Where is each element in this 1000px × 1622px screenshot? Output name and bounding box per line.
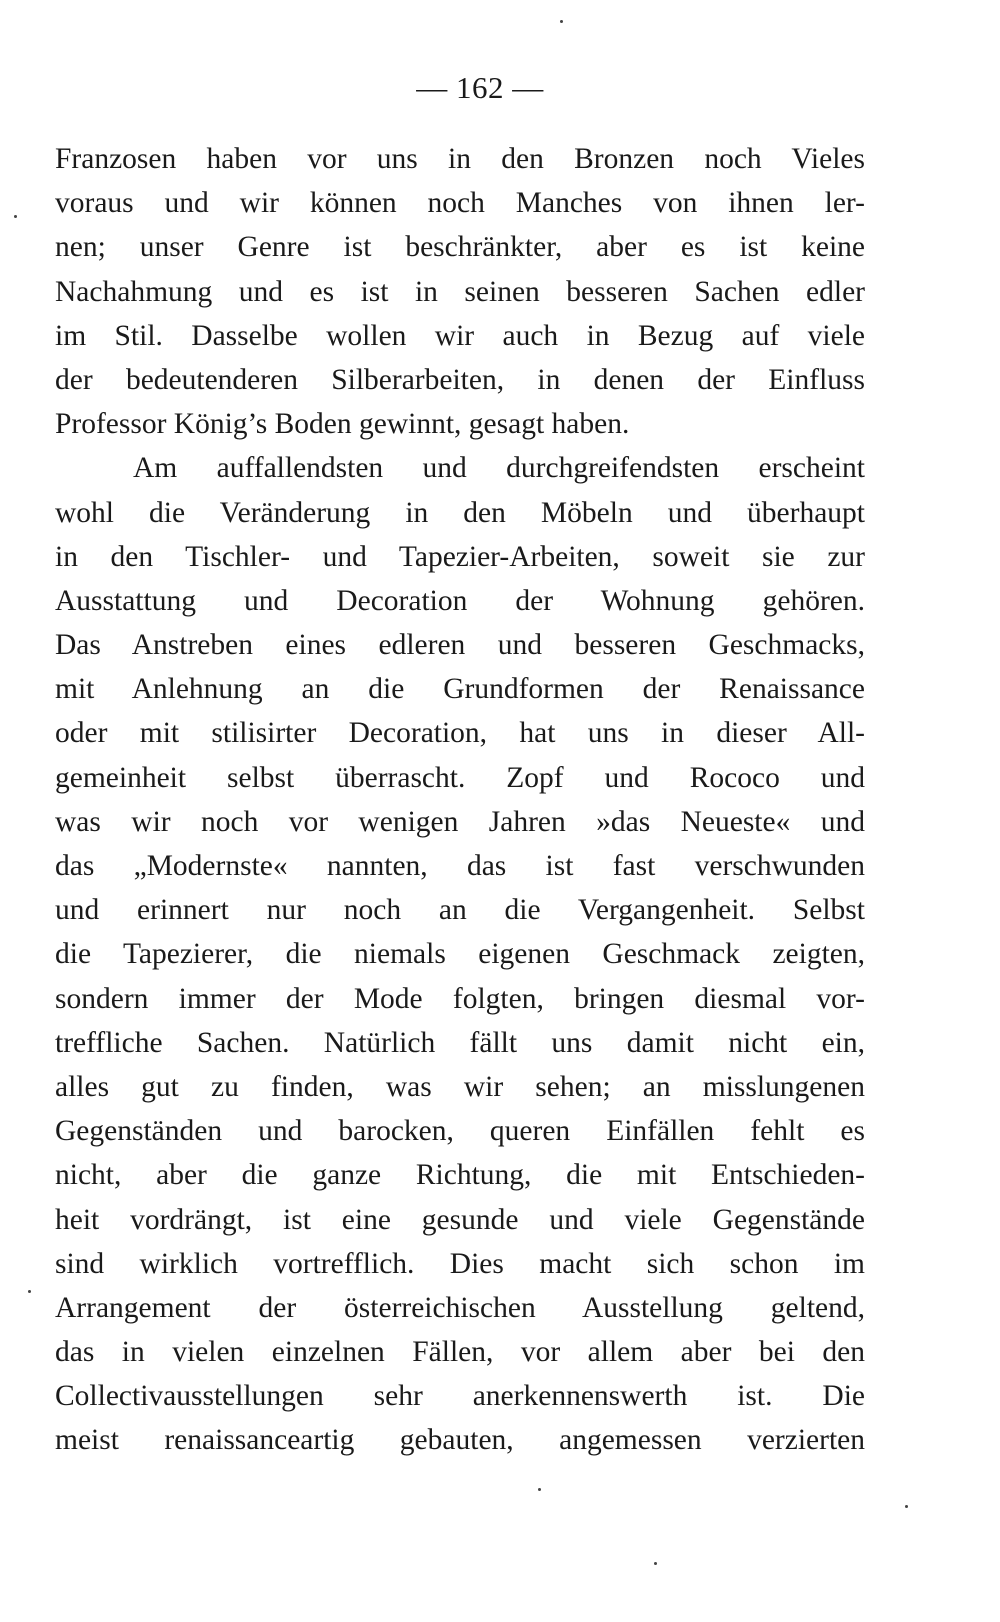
text-line: nicht, aber die ganze Richtung, die mit Entschieden- [55, 1159, 865, 1192]
text-line: Nachahmung und es ist in seinen besseren Sachen edler [55, 275, 865, 308]
paragraph-start-line: Am auffallendsten und durchgreifendsten erscheint [133, 452, 865, 485]
scan-speck [14, 215, 17, 218]
text-line: Arrangement der österreichischen Ausstellung geltend, [55, 1291, 865, 1324]
text-line: voraus und wir können noch Manches von ihnen ler- [55, 187, 865, 220]
text-line: nen; unser Genre ist beschränkter, aber es ist keine [55, 231, 865, 264]
text-line: treffliche Sachen. Natürlich fällt uns damit nicht ein, [55, 1026, 865, 1059]
scan-speck [654, 1562, 657, 1565]
text-line: sondern immer der Mode folgten, bringen diesmal vor- [55, 982, 865, 1015]
text-line: Das Anstreben eines edleren und besseren Geschmacks, [55, 629, 865, 662]
text-line: meist renaissanceartig gebauten, angemessen verzierten [55, 1424, 865, 1457]
text-line: Professor König’s Boden gewinnt, gesagt haben. [55, 408, 630, 441]
text-line: Franzosen haben vor uns in den Bronzen noch Vieles [55, 143, 865, 175]
text-line: und erinnert nur noch an die Vergangenheit. Selbst [55, 894, 865, 927]
text-line: alles gut zu finden, was wir sehen; an misslungenen [55, 1070, 865, 1103]
text-line: oder mit stilisirter Decoration, hat uns in dieser All- [55, 717, 865, 750]
body-text [55, 137, 865, 1463]
text-line: im Stil. Dasselbe wollen wir auch in Bezug auf viele [55, 319, 865, 352]
text-line: der bedeutenderen Silberarbeiten, in denen der Einfluss [55, 363, 865, 396]
scan-speck [560, 20, 563, 23]
text-line: gemeinheit selbst überrascht. Zopf und Rococo und [55, 761, 865, 794]
text-line: das „Modernste« nannten, das ist fast verschwunden [55, 850, 865, 882]
text-line: heit vordrängt, ist eine gesunde und viele Gegenstände [55, 1203, 865, 1236]
text-line: mit Anlehnung an die Grundformen der Renaissance [55, 673, 865, 706]
page-number: — 162 — [416, 70, 544, 105]
scan-speck [538, 1488, 541, 1491]
text-line: Gegenständen und barocken, queren Einfällen fehlt es [55, 1115, 865, 1148]
text-line: was wir noch vor wenigen Jahren »das Neueste« und [55, 805, 865, 838]
scan-speck [905, 1505, 908, 1508]
text-line: wohl die Veränderung in den Möbeln und überhaupt [55, 496, 865, 529]
scan-speck [28, 1290, 31, 1293]
text-line: die Tapezierer, die niemals eigenen Geschmack zeigten, [55, 938, 865, 971]
text-line: das in vielen einzelnen Fällen, vor allem aber bei den [55, 1336, 865, 1369]
text-line: in den Tischler- und Tapezier-Arbeiten, soweit sie zur [55, 540, 865, 573]
text-line: Collectivausstellungen sehr anerkennenswerth ist. Die [55, 1380, 865, 1413]
text-line: Ausstattung und Decoration der Wohnung gehören. [55, 584, 865, 617]
text-line: sind wirklich vortrefflich. Dies macht sich schon im [55, 1247, 865, 1280]
